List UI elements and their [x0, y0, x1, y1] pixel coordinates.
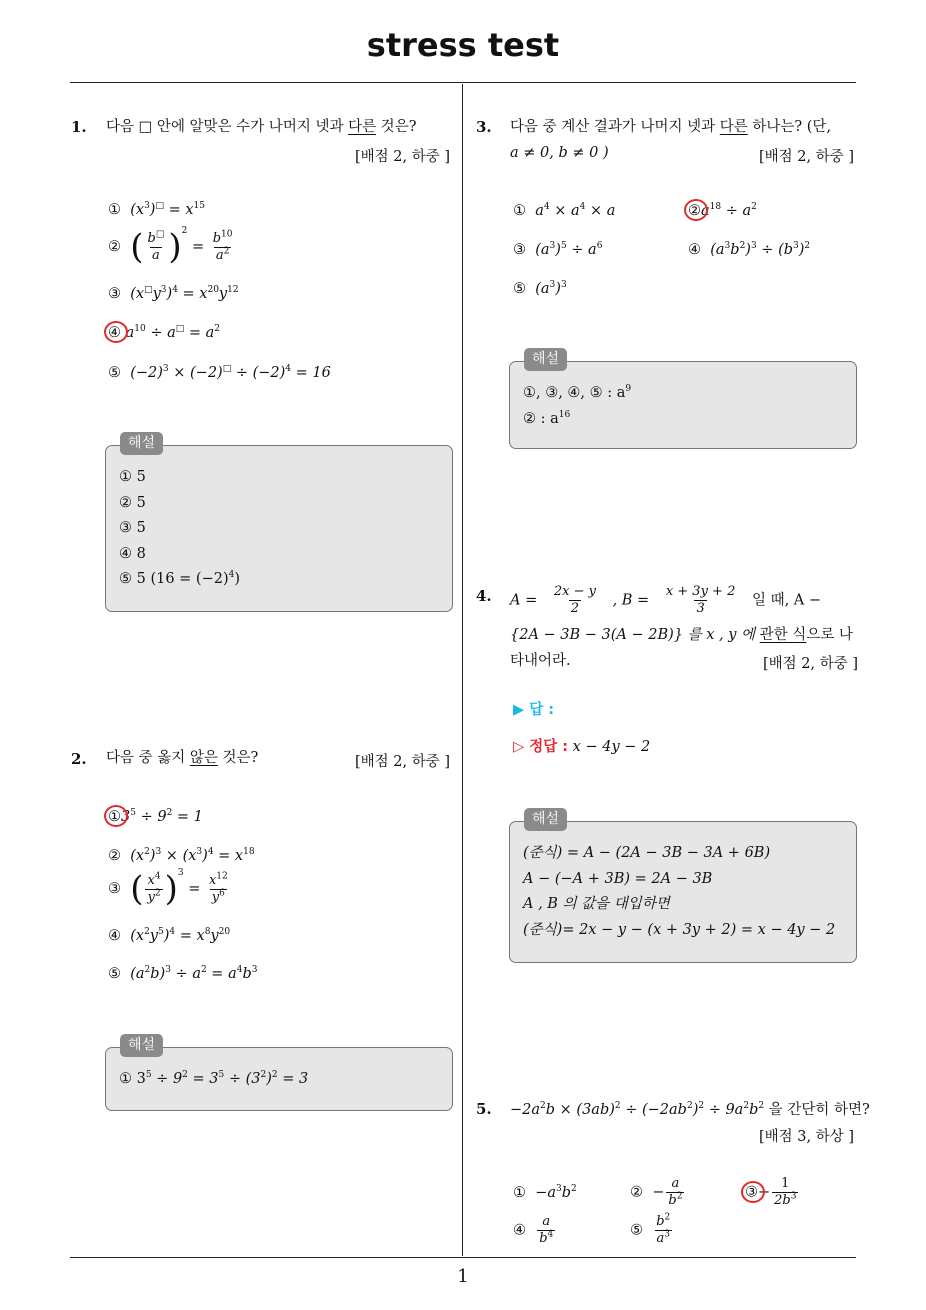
q2-score: [배점 2, 하중 ]: [354, 754, 450, 770]
q1-solution-line: ③ 5: [119, 520, 146, 536]
q2-choice-2[interactable]: ② $(x^2)^3 \times (x^3)^4 = x^{18}$: [108, 847, 255, 864]
q1-number: 1.: [71, 118, 87, 136]
bottom-rule: [70, 1257, 856, 1258]
q1-solution-line: ⑤ 5 $(16 = (-2)^4)$: [119, 570, 241, 587]
page-number: 1: [457, 1266, 469, 1287]
q4-solution-line: A , B 의 값을 대입하면: [523, 896, 670, 912]
q3-score: [배점 2, 하중 ]: [758, 149, 854, 165]
q5-choice-5[interactable]: ⑤ $\frac{b^2}{a^3}$: [630, 1212, 671, 1246]
q3-choice-4[interactable]: ④ $(a^3b^2)^3 \div (b^3)^2$: [688, 241, 811, 258]
q2-number: 2.: [71, 750, 87, 768]
q2-choice-4[interactable]: ④ $(x^2y^5)^4 = x^8y^{20}$: [108, 927, 231, 944]
q1-choice-5[interactable]: ⑤ $(-2)^3 \times (-2)^□ \div (-2)^4 = 16$: [108, 364, 331, 381]
q5-number: 5.: [476, 1100, 492, 1118]
q4-solution-box: [509, 811, 857, 963]
q2-solution-line: ① $3^5 \div 9^2 = 3^5 \div (3^2)^2 = 3$: [119, 1070, 309, 1087]
q3-solution-tag: 해설: [524, 348, 567, 371]
q3-solution-box: [509, 351, 857, 449]
q4-correct-answer: ▷ 정답 : x − 4y − 2: [513, 739, 651, 755]
q1-solution-line: ① 5: [119, 469, 146, 485]
q5-prompt: $-2a^2b \times (3ab)^2 \div (-2ab^2)^2 \div 9a^2b^2$ 을 간단히 하면?: [510, 1101, 870, 1118]
q1-solution-tag: 해설: [120, 432, 163, 455]
q4-number: 4.: [476, 587, 492, 605]
q4-line-3: 타내어라.: [510, 653, 571, 669]
q5-choice-3[interactable]: ③− $\frac{1}{2b^3}$: [745, 1176, 797, 1208]
q3-choice-5[interactable]: ⑤ $(a^3)^3$: [513, 280, 567, 297]
q1-solution-line: ② 5: [119, 494, 146, 511]
q1-choice-1[interactable]: ① $(x^3)^□ = x^{15}$: [108, 201, 205, 218]
q4-answer-label: ▶ 답 :: [513, 702, 555, 718]
q5-score: [배점 3, 하상 ]: [758, 1129, 854, 1145]
q1-prompt: 다음 □ 안에 알맞은 수가 나머지 넷과 다른 것은?: [106, 119, 417, 135]
q2-prompt: 다음 중 옳지 않은 것은?: [106, 750, 259, 766]
q3-condition: a ≠ 0, b ≠ 0 ): [510, 145, 609, 161]
q3-choice-3[interactable]: ③ $(a^3)^5 \div a^6$: [513, 241, 603, 258]
q3-answer-mark: [684, 199, 708, 221]
q3-choice-1[interactable]: ① $a^4 \times a^4 \times a$: [513, 202, 616, 219]
q4-line-2: {2A − 3B − 3(A − 2B)} 를 x , y 에 관한 식으로 나: [510, 627, 853, 643]
column-divider: [462, 84, 463, 1256]
q1-answer-mark: [104, 321, 128, 343]
q5-choice-4[interactable]: ④ $\frac{a}{b^4}$: [513, 1214, 554, 1246]
q1-score: [배점 2, 하중 ]: [354, 149, 450, 165]
q2-choice-5[interactable]: ⑤ $(a^2b)^3 \div a^2 = a^4b^3$: [108, 965, 258, 982]
q4-solution-line: A − (−A + 3B) = 2A − 3B: [523, 870, 713, 887]
q5-answer-mark: [741, 1181, 765, 1203]
q5-choice-2[interactable]: ② − $\frac{a}{b^2}$: [630, 1176, 683, 1208]
q2-solution-box: [105, 1037, 453, 1111]
q4-solution-line: (준식) = A − (2A − 3B − 3A + 6B): [523, 845, 771, 861]
q3-prompt: 다음 중 계산 결과가 나머지 넷과 다른 하나는? (단,: [510, 119, 832, 135]
q1-choice-3[interactable]: ③ $(x^□y^3)^4 = x^{20}y^{12}$: [108, 285, 239, 302]
q2-choice-1[interactable]: $①3^5 \div 9^2 = 1$: [108, 808, 203, 825]
q4-solution-tag: 해설: [524, 808, 567, 831]
q1-choice-4[interactable]: ④ $a^{10} \div a^□ = a^2$: [108, 324, 220, 341]
page-title: stress test: [366, 26, 560, 64]
q2-solution-tag: 해설: [120, 1034, 163, 1057]
q1-solution-box: [105, 435, 453, 612]
q4-line-1: A = $\frac{2x - y}{2}$ , B = $\frac{x + 3y + 2}{3}$ 일 때, A −: [510, 584, 822, 616]
q4-score: [배점 2, 하중 ]: [762, 656, 858, 672]
q4-solution-line: (준식)= 2x − y − (x + 3y + 2) = x − 4y − 2: [523, 921, 836, 938]
q2-answer-mark: [104, 805, 128, 827]
q3-solution-line: ①, ③, ④, ⑤ : $a^9$: [523, 384, 632, 401]
q1-choice-2[interactable]: ② ( $\frac{b^□}{a}$ )$^2$ = $\frac{b^{10}}{a^2}$: [108, 226, 233, 267]
q1-solution-line: ④ 8: [119, 545, 146, 562]
q3-solution-line: ② : $a^{16}$: [523, 409, 571, 427]
q3-choice-2[interactable]: $②a^{18} \div a^2$: [688, 202, 757, 219]
q2-choice-3[interactable]: ③ ( $\frac{x^4}{y^2}$ )$^3$ = $\frac{x^{12}}{y^6}$: [108, 868, 228, 909]
top-rule: [70, 82, 856, 83]
q5-choice-1[interactable]: ① $-a^3b^2$: [513, 1184, 577, 1201]
q3-number: 3.: [476, 118, 492, 136]
